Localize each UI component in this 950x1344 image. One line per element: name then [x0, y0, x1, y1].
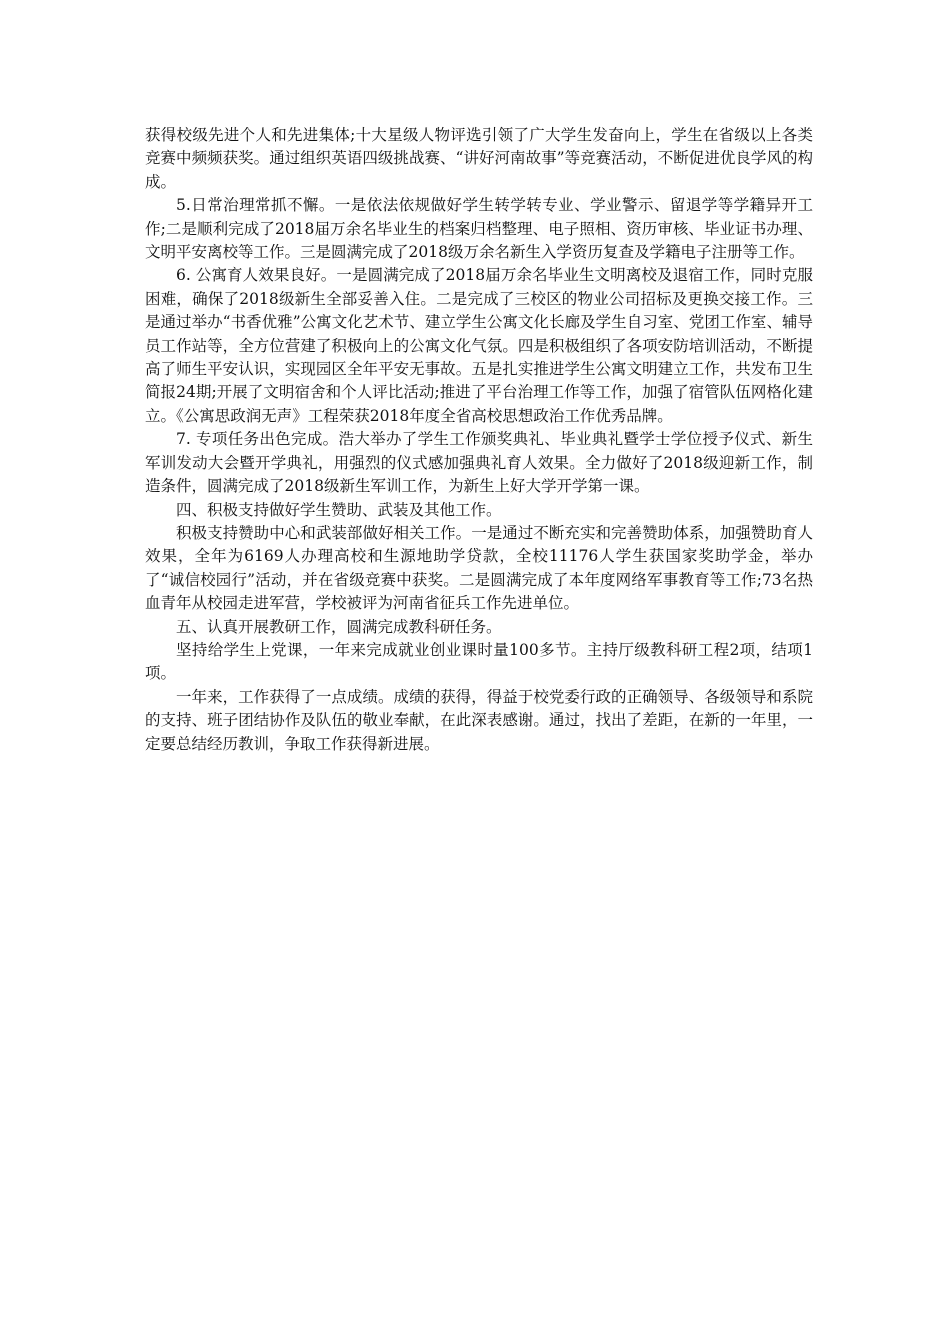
- paragraph-7: 一年来，工作获得了一点成绩。成绩的获得，得益于校党委行政的正确领导、各级领导和系院的支持、班子团结协作及队伍的敬业奉献，在此深表感谢。通过，找出了差距，在新的一年里，一定要总结经历教训，争取工作获得新进展。: [145, 687, 813, 753]
- paragraph-3: 6. 公寓育人效果良好。一是圆满完成了2018届万余名毕业生文明离校及退宿工作，同时克服困难，确保了2018级新生全部妥善入住。二是完成了三校区的物业公司招标及更换交接工作。三是通过举办“书香优雅”公寓文化艺术节、建立学生公寓文化长廊及学生自习室、党团工作室、辅导员工作站等，全方位营建了积极向上的公寓文化气氛。四是积极组织了各项安防培训活动，不断提高了师生平安认识，实现园区全年平安无事故。五是扎实推进学生公寓文明建立工作，共发布卫生简报24期;开展了文明宿舍和个人评比活动;推进了平台治理工作等工作，加强了宿管队伍网格化建立。《公寓思政润无声》工程荣获2018年度全省高校思想政治工作优秀品牌。: [145, 266, 813, 425]
- section-heading-4: 四、积极支持做好学生赞助、武装及其他工作。: [176, 500, 502, 519]
- paragraph-1: 获得校级先进个人和先进集体;十大星级人物评选引领了广大学生发奋向上，学生在省级以上各类竞赛中频频获奖。通过组织英语四级挑战赛、“讲好河南故事”等竞赛活动，不断促进优良学风的构成。: [145, 126, 813, 191]
- paragraph-4: 7. 专项任务出色完成。浩大举办了学生工作颁奖典礼、毕业典礼暨学士学位授予仪式、新生军训发动大会暨开学典礼，用强烈的仪式感加强典礼育人效果。全力做好了2018级迎新工作，制造条件，圆满完成了2018级新生军训工作，为新生上好大学开学第一课。: [145, 430, 813, 496]
- paragraph-2: 5.日常治理常抓不懈。一是依法依规做好学生转学转专业、学业警示、留退学等学籍异开工作;二是顺利完成了2018届万余名毕业生的档案归档整理、电子照相、资历审核、毕业证书办理、文明平安离校等工作。三是圆满完成了2018级万余名新生入学资历复查及学籍电子注册等工作。: [145, 196, 813, 262]
- paragraph-6: 坚持给学生上党课，一年来完成就业创业课时量100多节。主持厅级教科研工程2项，结项1项。: [145, 640, 813, 683]
- paragraph-5: 积极支持赞助中心和武装部做好相关工作。一是通过不断充实和完善赞助体系，加强赞助育人效果，全年为6169人办理高校和生源地助学贷款，全校11176人学生获国家奖助学金，举办了“诚信校园行”活动，并在省级竞赛中获奖。二是圆满完成了本年度网络军事教育等工作;73名热血青年从校园走进军营，学校被评为河南省征兵工作先进单位。: [145, 523, 813, 613]
- section-heading-5: 五、认真开展教研工作，圆满完成教科研任务。: [176, 617, 502, 636]
- document-body: [145, 124, 813, 756]
